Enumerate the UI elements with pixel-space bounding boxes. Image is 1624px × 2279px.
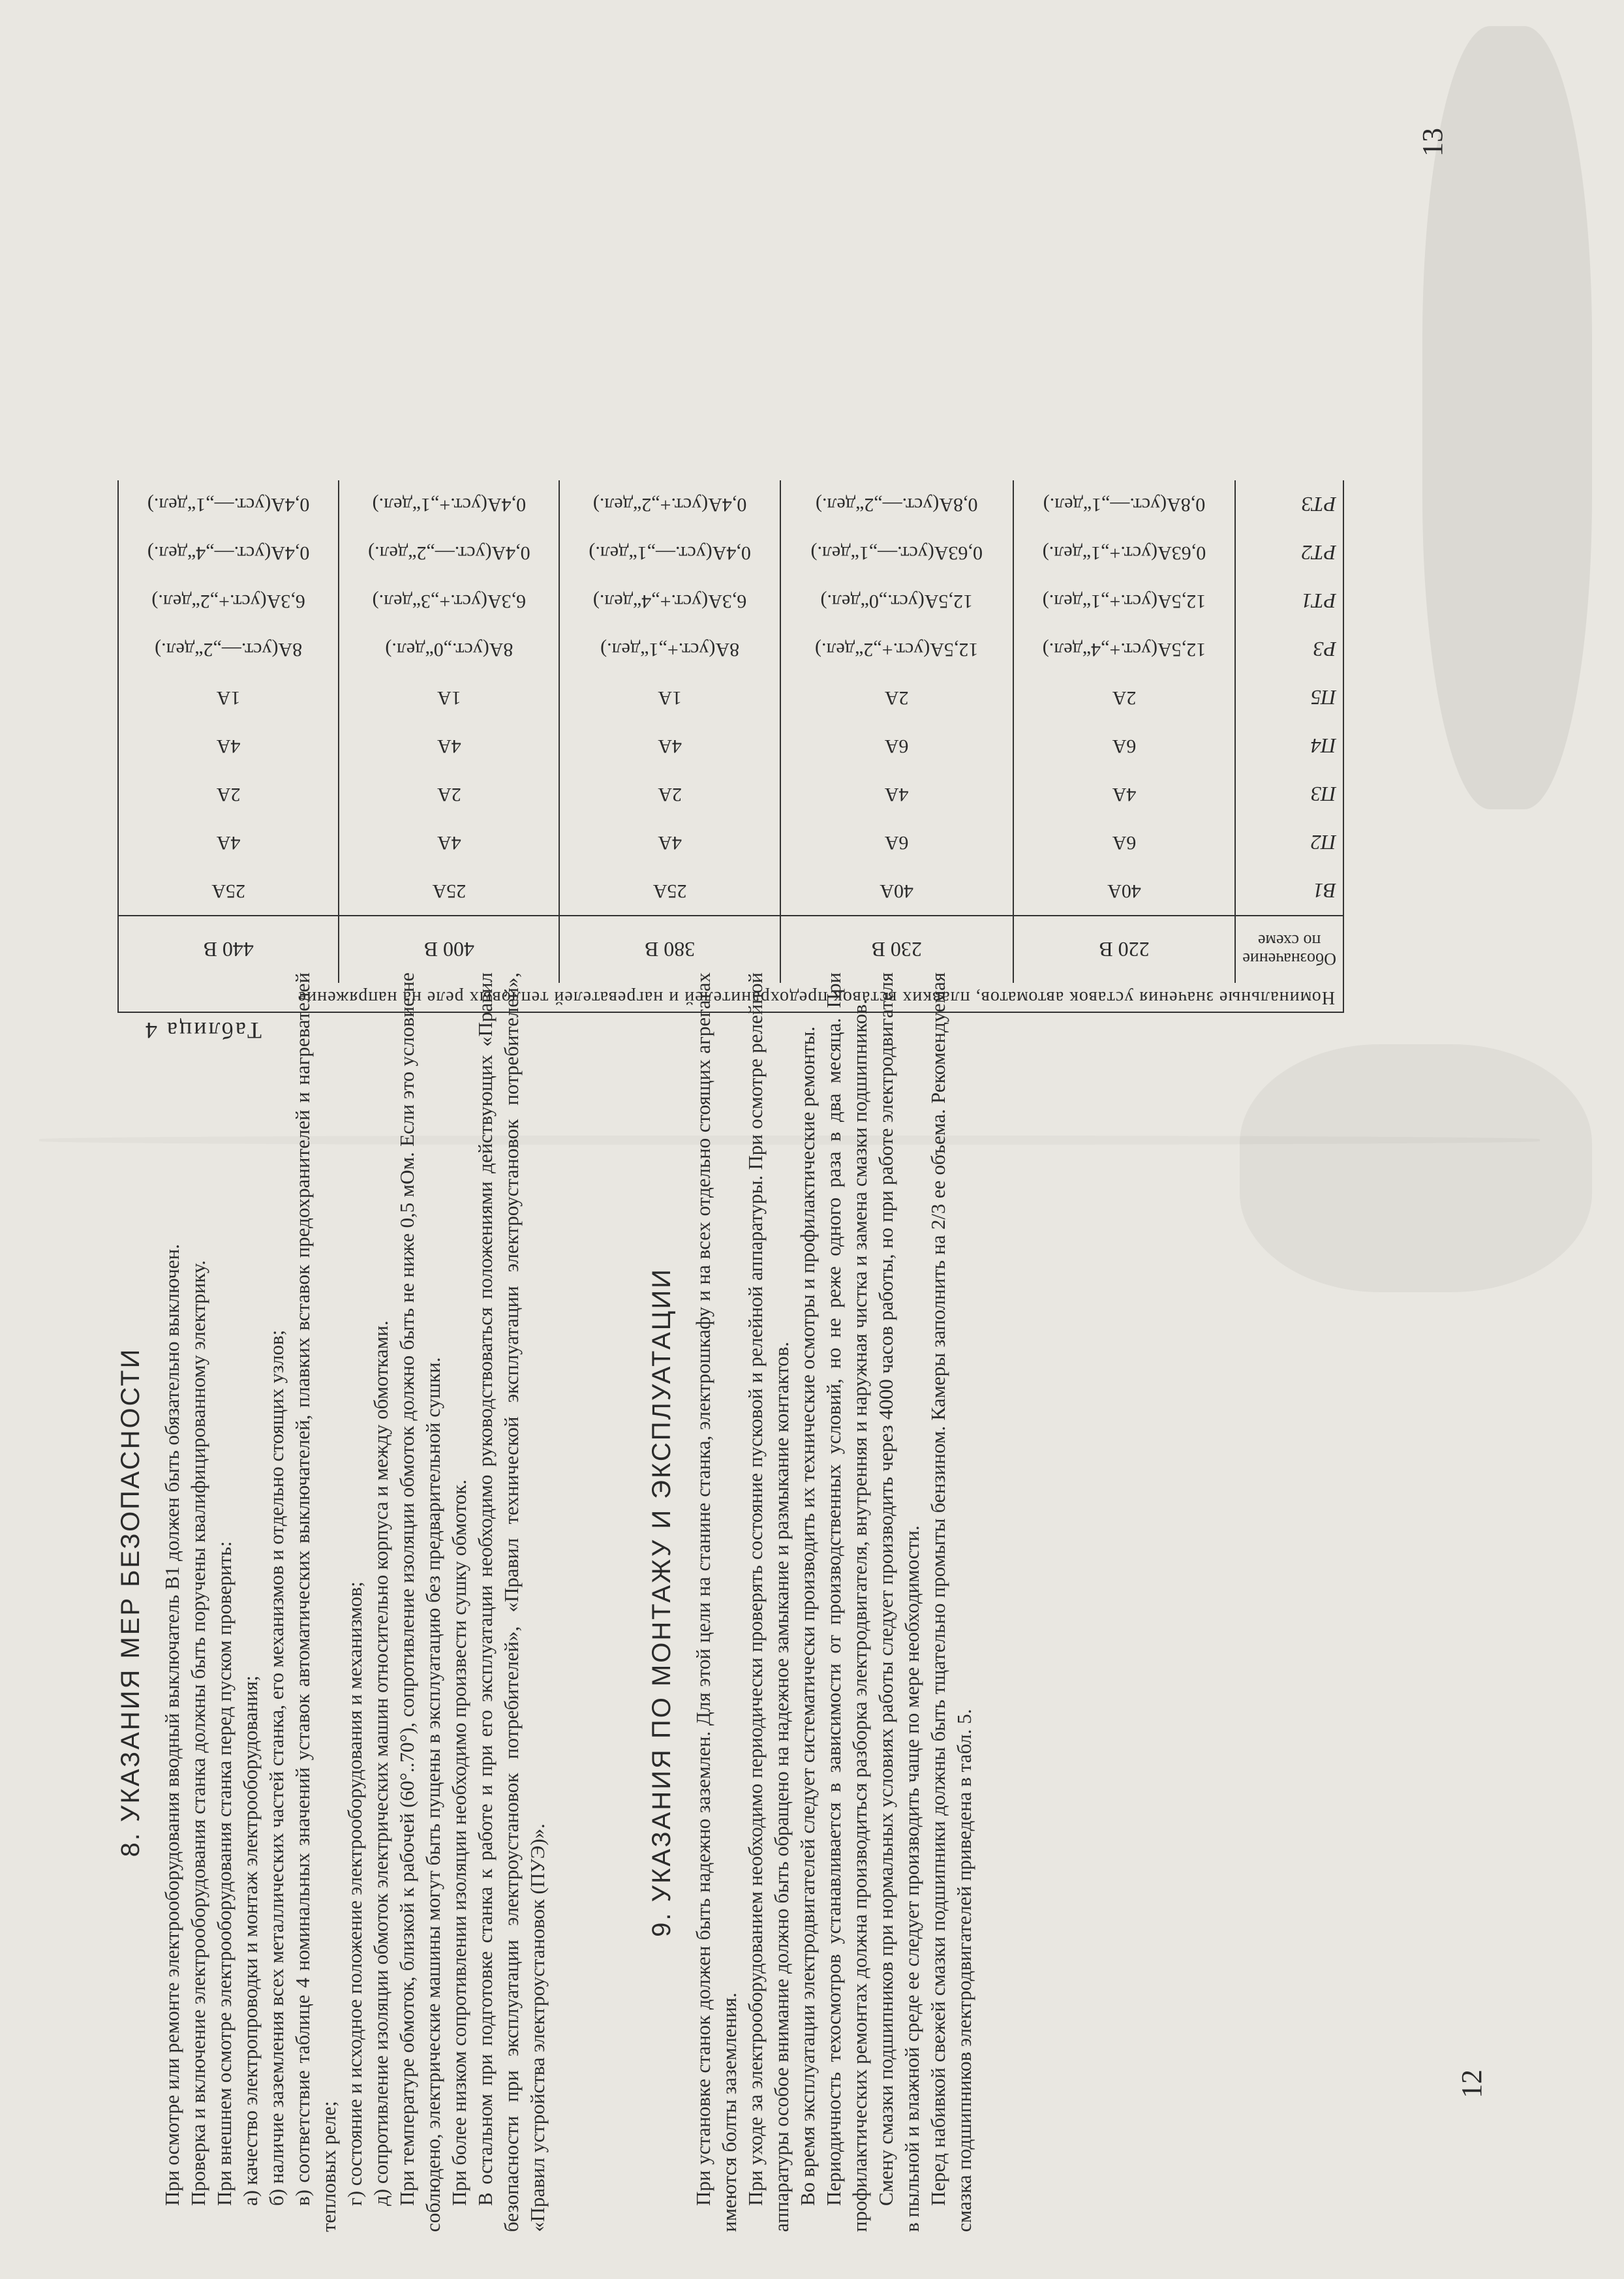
row-label: П4: [1235, 722, 1343, 770]
paragraph: Периодичность техосмотров устанавливается в зависимости от производственных условий, но не реже одного раза в два месяца. При профилактических ремонтах должна производиться разборка электродвигателя, внутренняя и наружная чистка и замена смазки подшипников.: [822, 972, 871, 2232]
list-item: в) соответствие таблице 4 номинальных значений уставок автоматических выключателей, плавких вставок предохранителей и нагревателей тепловых реле;: [291, 972, 340, 2232]
row-label: РТ2: [1235, 529, 1343, 577]
table-cell: 6,3А(уст.+„4“дел.): [559, 577, 780, 625]
scan-stain: [1240, 1044, 1592, 1292]
table-cell: 4А: [339, 818, 559, 867]
paragraph: При установке станок должен быть надежно заземлен. Для этой цели на станине станка, электрошкафу и на всех отдельно стоящих агрегатах имеются болты заземления.: [692, 972, 741, 2232]
table-cell: 12,5А(уст.„0“дел.): [780, 577, 1013, 625]
paragraph: При уходе за электрооборудованием необходимо периодически проверять состояние пусковой и релейной аппаратуры. При осмотре релейной аппаратуры особое внимание должно быть обращено на надежное замыкание и размыкание контактов.: [744, 972, 793, 2232]
list-item: г) состояние и исходное положение электрооборудования и механизмов;: [343, 1581, 366, 2206]
table-cell: 4А: [1013, 770, 1236, 818]
table-cell: 0,8А(уст.—„1“дел.): [1013, 480, 1236, 529]
table-cell: 0,8А(уст.—„2“дел.): [780, 480, 1013, 529]
table-caption: Номинальные значения уставок автоматов, плавких вставок предохранителей и нагревателей тепловых реле на напряжение: [117, 983, 1344, 1013]
table-cell: 6А: [1013, 818, 1236, 867]
table-cell: 8А(уст.+„1“дел.): [559, 625, 780, 674]
table-row: [118, 867, 1343, 916]
table-cell: 2А: [339, 770, 559, 818]
paragraph: Во время эксплуатации электродвигателей следует систематически производить их технические осмотры и профилактические ремонты.: [796, 1026, 819, 2206]
table-row: [118, 722, 1343, 770]
table-cell: 1А: [559, 674, 780, 722]
table-row: [118, 577, 1343, 625]
ratings-table: [117, 480, 1344, 983]
table-cell: 4А: [339, 722, 559, 770]
paragraph: При более низком сопротивлении изоляции необходимо произвести сушку обмоток.: [448, 1480, 470, 2206]
table-row: [118, 480, 1343, 529]
row-label: П3: [1235, 770, 1343, 818]
table-cell: 2А: [780, 674, 1013, 722]
section-9-title: 9. УКАЗАНИЯ ПО МОНТАЖУ И ЭКСПЛУАТАЦИИ: [647, 1267, 676, 1937]
table-cell: 12,5А(уст.+„4“дел.): [1013, 625, 1236, 674]
table-cell: 40А: [780, 867, 1013, 916]
header-row: [118, 916, 1343, 983]
table-cell: 8А(уст.„0“дел.): [339, 625, 559, 674]
paragraph: При температуре обмоток, близкой к рабочей (60°..70°), сопротивление изоляции обмоток должно быть не ниже 0,5 мОм. Если это условие не соблюдено, электрические машины могут быть пущены в эксплуатацию без предварительной сушки.: [395, 972, 444, 2232]
list-item: а) качество электропроводки и монтаж электрооборудования;: [239, 1675, 262, 2206]
table-row: [118, 770, 1343, 818]
table-cell: 2А: [118, 770, 339, 818]
row-label: Р3: [1235, 625, 1343, 674]
table-row: [118, 674, 1343, 722]
list-item: б) наличие заземления всех металлических частей станка, его механизмов и отдельно стоящих узлов;: [265, 1329, 288, 2206]
row-label: РТ1: [1235, 577, 1343, 625]
table-cell: 0,4А(уст.—„4“дел.): [118, 529, 339, 577]
paragraph: Проверка и включение электрооборудования станка должны быть поручены квалифицированному электрику.: [187, 1260, 209, 2206]
table-cell: 0,4А(уст.—„1“дел.): [118, 480, 339, 529]
table-cell: 12,5А(уст.+„1“дел.): [1013, 577, 1236, 625]
table-cell: 6А: [780, 722, 1013, 770]
paragraph: При внешнем осмотре электрооборудования станка перед пуском проверить:: [213, 1541, 236, 2206]
table-4: [117, 333, 1344, 1044]
row-label: П2: [1235, 818, 1343, 867]
text-column: [117, 972, 977, 2232]
table-cell: 4А: [780, 770, 1013, 818]
table-cell: 6А: [780, 818, 1013, 867]
table-row: [118, 625, 1343, 674]
table-cell: 40А: [1013, 867, 1236, 916]
page-number-right: 13: [1417, 128, 1448, 157]
corner-header: Обозначение по схеме: [1235, 916, 1343, 983]
table-cell: 0,63А(уст.+„1“дел.): [1013, 529, 1236, 577]
row-label: РТ3: [1235, 480, 1343, 529]
paragraph: Перед набивкой свежей смазки подшипники должны быть тщательно промыты бензином. Камеры заполнить на 2/3 ее объема. Рекомендуемая смазка подшипников электродвигателей приведена в табл. 5.: [927, 972, 975, 2232]
table-cell: 6,3А(уст.+„3“дел.): [339, 577, 559, 625]
table-cell: 25А: [559, 867, 780, 916]
table-cell: 4А: [559, 722, 780, 770]
table-cell: 0,4А(уст.—„2“дел.): [339, 529, 559, 577]
table-cell: 0,63А(уст.—„1“дел.): [780, 529, 1013, 577]
table-cell: 6,3А(уст.+„2“дел.): [118, 577, 339, 625]
table-cell: 1А: [118, 674, 339, 722]
table-cell: 4А: [118, 722, 339, 770]
section-8-title: 8. УКАЗАНИЯ МЕР БЕЗОПАСНОСТИ: [116, 1347, 145, 1857]
table-cell: 2А: [559, 770, 780, 818]
table-row: [118, 818, 1343, 867]
paragraph: В остальном при подготовке станка к работе и при его эксплуатации необходимо руководствоваться положениями действующих «Правил безопасности при эксплуатации электроустановок потребителей», «Правил технической эксплуатации электроустановок потребителей», «Правил устройства электроустановок (ПУЭ)».: [474, 972, 549, 2232]
table-cell: 2А: [1013, 674, 1236, 722]
table-cell: 1А: [339, 674, 559, 722]
table-cell: 0,4А(уст.+„1“дел.): [339, 480, 559, 529]
row-label: П5: [1235, 674, 1343, 722]
table-row: [118, 529, 1343, 577]
list-item: д) сопротивление изоляции обмоток электрических машин относительно корпуса и между обмотками.: [369, 1320, 392, 2206]
column-header: 230 В: [780, 916, 1013, 983]
column-header: 400 В: [339, 916, 559, 983]
column-header: 380 В: [559, 916, 780, 983]
table-cell: 4А: [118, 818, 339, 867]
table-cell: 0,4А(уст.+„2“дел.): [559, 480, 780, 529]
table-cell: 0,4А(уст.—„1“дел.): [559, 529, 780, 577]
paragraph: При осмотре или ремонте электрооборудования вводный выключатель В1 должен быть обязательно выключен.: [161, 1244, 183, 2206]
table-cell: 25А: [339, 867, 559, 916]
table-cell: 4А: [559, 818, 780, 867]
column-header: 220 В: [1013, 916, 1236, 983]
table-cell: 25А: [118, 867, 339, 916]
row-label: В1: [1235, 867, 1343, 916]
paragraph: Смену смазки подшипников при нормальных условиях работы следует производить через 4000 часов работы, но при работе электродвигателя в пыльной и влажной среде ее следует производить чаще по мере необходимости.: [874, 972, 923, 2232]
table-cell: 6А: [1013, 722, 1236, 770]
page-number-left: 12: [1456, 2070, 1488, 2098]
table-cell: 12,5А(уст.+„2“дел.): [780, 625, 1013, 674]
column-header: 440 В: [118, 916, 339, 983]
table-label: Таблица 4: [144, 1017, 262, 1044]
table-cell: 8А(уст.—„2“дел.): [118, 625, 339, 674]
